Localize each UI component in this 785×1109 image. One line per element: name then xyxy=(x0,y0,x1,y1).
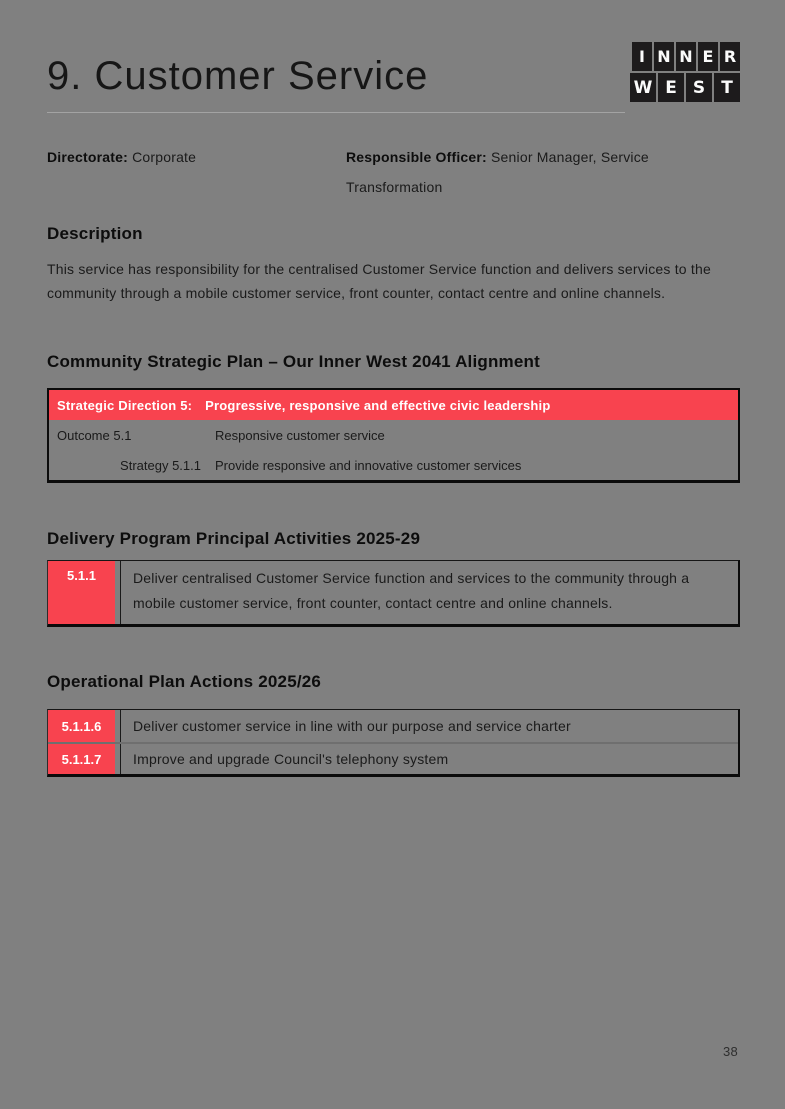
logo-letter-tile: W xyxy=(630,73,656,102)
strategy-value: Provide responsive and innovative customer services xyxy=(215,457,522,473)
directorate-label: Directorate: xyxy=(47,149,128,165)
table-row xyxy=(49,420,738,450)
logo-letter-tile: T xyxy=(714,73,740,102)
page-header xyxy=(47,47,740,102)
logo-letter-tile: N xyxy=(676,42,696,71)
strategic-direction-value: Progressive, responsive and effective civic leadership xyxy=(205,397,551,413)
delivery-program-heading: Delivery Program Principal Activities 2025-29 xyxy=(47,529,421,548)
csp-heading: Community Strategic Plan – Our Inner West 2041 Alignment xyxy=(47,352,540,371)
directorate-value: Corporate xyxy=(132,149,197,165)
activity-code-badge: 5.1.1 xyxy=(48,561,115,624)
table-row xyxy=(48,710,738,742)
description-heading: Description xyxy=(47,224,143,243)
directorate-field xyxy=(47,142,346,202)
responsible-officer-label: Responsible Officer: xyxy=(346,149,487,165)
logo-letter-tile: N xyxy=(654,42,674,71)
csp-table xyxy=(47,388,740,483)
delivery-program-table xyxy=(47,560,740,627)
strategic-direction-label: Strategic Direction 5: xyxy=(57,397,193,413)
csp-table-header xyxy=(49,390,738,420)
directorate-line xyxy=(47,142,346,172)
action-description: Improve and upgrade Council's telephony system xyxy=(120,744,738,774)
operational-plan-heading: Operational Plan Actions 2025/26 xyxy=(47,672,322,691)
page-title: 9. Customer Service xyxy=(47,54,429,98)
logo-line-inner xyxy=(630,42,740,71)
logo-letter-tile: R xyxy=(720,42,740,71)
responsible-officer-value: Senior Manager, Service Transformation xyxy=(346,149,649,195)
outcome-label: Outcome 5.1 xyxy=(57,427,132,443)
inner-west-logo xyxy=(630,42,740,102)
strategy-label: Strategy 5.1.1 xyxy=(120,457,201,473)
action-code-badge: 5.1.1.7 xyxy=(48,744,115,774)
description-body: This service has responsibility for the centralised Customer Service function and delivers services to the community through a mobile customer service, front counter, contact centre and online channels. xyxy=(47,261,711,301)
logo-letter-tile: S xyxy=(686,73,712,102)
action-description: Deliver customer service in line with our purpose and service charter xyxy=(120,710,738,742)
meta-section xyxy=(47,142,740,202)
action-code-badge: 5.1.1.6 xyxy=(48,710,115,742)
operational-plan-table xyxy=(47,709,740,777)
page-number: 38 xyxy=(722,1044,738,1059)
table-row xyxy=(49,450,738,480)
responsible-officer-field xyxy=(346,142,702,202)
responsible-officer-line xyxy=(346,142,702,202)
outcome-value: Responsive customer service xyxy=(215,427,385,443)
logo-letter-tile: I xyxy=(632,42,652,71)
activity-description: Deliver centralised Customer Service function and services to the community through a mobile customer service, front counter, contact centre and online channels. xyxy=(120,561,738,624)
table-row xyxy=(48,742,738,774)
logo-line-west xyxy=(630,73,740,102)
header-divider xyxy=(47,112,625,113)
logo-letter-tile: E xyxy=(658,73,684,102)
logo-letter-tile: E xyxy=(698,42,718,71)
